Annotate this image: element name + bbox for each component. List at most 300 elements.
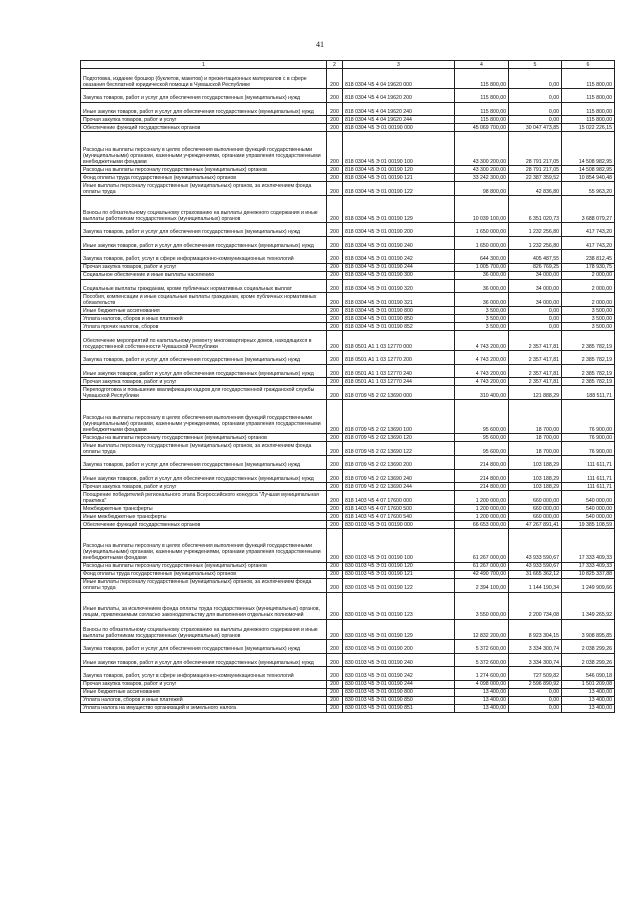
row-remaining-amount: 188 511,71 — [562, 386, 615, 400]
row-executed-amount: 0,00 — [509, 69, 562, 89]
row-budget-code: 830 0103 Ч5 Э 01 00190 121 — [343, 570, 455, 578]
row-budget-code: 818 0304 Ч5 Э 01 00190 244 — [343, 263, 455, 271]
row-executed-amount: 42 836,80 — [509, 182, 562, 196]
row-remaining-amount: 2 385 782,19 — [562, 351, 615, 365]
row-remaining-amount: 76 900,00 — [562, 400, 615, 434]
row-line-code: 200 — [327, 521, 343, 529]
row-remaining-amount: 2 385 782,19 — [562, 378, 615, 386]
row-approved-amount: 10 039 100,00 — [455, 196, 509, 223]
row-remaining-amount: 2 038 299,26 — [562, 640, 615, 654]
row-budget-code: 818 0304 Ч5 Э 01 00190 850 — [343, 315, 455, 323]
row-budget-code: 818 0501 А1 1 03 12770 200 — [343, 351, 455, 365]
row-description: Иные выплаты персоналу государственных (муниципальных) органов, за исключением фонда оплаты труда — [81, 578, 327, 592]
row-line-code: 200 — [327, 236, 343, 250]
row-remaining-amount: 10 854 940,48 — [562, 174, 615, 182]
table-row — [81, 469, 615, 483]
column-header: 1 — [81, 61, 327, 69]
table-row — [81, 619, 615, 639]
row-executed-amount: 43 933 590,67 — [509, 562, 562, 570]
row-approved-amount: 12 832 200,00 — [455, 619, 509, 639]
row-line-code: 200 — [327, 578, 343, 592]
row-description: Уплата налогов, сборов и иных платежей — [81, 315, 327, 323]
row-executed-amount: 0,00 — [509, 102, 562, 116]
row-executed-amount: 727 509,82 — [509, 667, 562, 681]
row-description: Расходы на выплаты персоналу в целях обеспечения выполнения функций государственными (муниципальными) органами, казенными учреждениями, органами управления государственными внебюджетными фондами — [81, 400, 327, 434]
row-description: Иные бюджетные ассигнования — [81, 307, 327, 315]
row-executed-amount: 103 188,29 — [509, 469, 562, 483]
row-remaining-amount: 238 812,45 — [562, 250, 615, 264]
table-row — [81, 263, 615, 271]
row-budget-code: 818 0304 Ч5 Э 01 00190 122 — [343, 182, 455, 196]
table-row — [81, 434, 615, 442]
row-approved-amount: 61 267 000,00 — [455, 562, 509, 570]
row-description: Прочая закупка товаров, работ и услуг — [81, 483, 327, 491]
row-description: Закупка товаров, работ и услуг для обеспечения государственных (муниципальных) нужд — [81, 223, 327, 237]
row-budget-code: 818 0304 Ч5 Э 01 00190 120 — [343, 166, 455, 174]
row-remaining-amount: 3 908 895,85 — [562, 619, 615, 639]
row-approved-amount: 61 267 000,00 — [455, 529, 509, 563]
table-row — [81, 562, 615, 570]
row-executed-amount: 22 387 359,52 — [509, 174, 562, 182]
row-description: Иные закупки товаров, работ и услуг для обеспечения государственных (муниципальных) нужд — [81, 653, 327, 667]
table-row — [81, 351, 615, 365]
row-executed-amount: 2 357 417,81 — [509, 364, 562, 378]
row-executed-amount: 2 596 890,92 — [509, 680, 562, 688]
row-budget-code: 818 0304 Ч5 Э 01 00190 852 — [343, 323, 455, 331]
row-executed-amount: 3 334 300,74 — [509, 640, 562, 654]
row-budget-code: 818 0304 Ч5 4 04 19620 200 — [343, 89, 455, 103]
row-remaining-amount: 17 333 409,33 — [562, 529, 615, 563]
row-remaining-amount: 2 000,00 — [562, 279, 615, 293]
row-approved-amount: 115 800,00 — [455, 116, 509, 124]
table-row — [81, 570, 615, 578]
row-remaining-amount: 1 349 265,92 — [562, 592, 615, 619]
row-remaining-amount: 13 400,00 — [562, 688, 615, 696]
row-description: Иные выплаты персоналу государственных (муниципальных) органов, за исключением фонда оплаты труда — [81, 442, 327, 456]
row-executed-amount: 34 000,00 — [509, 293, 562, 307]
row-description: Обеспечение функций государственных органов — [81, 124, 327, 132]
row-executed-amount: 660 000,00 — [509, 505, 562, 513]
row-line-code: 200 — [327, 323, 343, 331]
row-budget-code: 818 0304 Ч5 Э 01 00190 321 — [343, 293, 455, 307]
row-description: Фонд оплаты труда государственных (муниципальных) органов — [81, 174, 327, 182]
row-remaining-amount: 1 501 209,08 — [562, 680, 615, 688]
row-remaining-amount: 1 249 909,66 — [562, 578, 615, 592]
row-line-code: 200 — [327, 483, 343, 491]
row-budget-code: 818 0709 Ч5 2 02 13690 000 — [343, 386, 455, 400]
row-description: Социальные выплаты гражданам, кроме публичных нормативных социальных выплат — [81, 279, 327, 293]
row-executed-amount: 31 665 362,12 — [509, 570, 562, 578]
row-budget-code: 818 0709 Ч5 2 02 13690 240 — [343, 469, 455, 483]
row-budget-code: 818 1403 Ч5 4 07 17600 000 — [343, 491, 455, 505]
row-executed-amount: 2 200 734,08 — [509, 592, 562, 619]
row-executed-amount: 121 888,29 — [509, 386, 562, 400]
row-line-code: 200 — [327, 442, 343, 456]
row-remaining-amount: 115 800,00 — [562, 69, 615, 89]
row-approved-amount: 1 650 000,00 — [455, 223, 509, 237]
row-approved-amount: 4 743 200,00 — [455, 378, 509, 386]
row-remaining-amount: 540 000,00 — [562, 491, 615, 505]
table-row — [81, 688, 615, 696]
row-line-code: 200 — [327, 166, 343, 174]
row-approved-amount: 66 653 000,00 — [455, 521, 509, 529]
row-description: Обеспечение функций государственных органов — [81, 521, 327, 529]
table-row — [81, 323, 615, 331]
row-remaining-amount: 546 090,18 — [562, 667, 615, 681]
row-approved-amount: 13 400,00 — [455, 688, 509, 696]
row-budget-code: 818 0304 Ч5 Э 01 00190 200 — [343, 223, 455, 237]
row-approved-amount: 115 800,00 — [455, 102, 509, 116]
row-approved-amount: 115 800,00 — [455, 89, 509, 103]
row-description: Иные закупки товаров, работ и услуг для обеспечения государственных (муниципальных) нужд — [81, 364, 327, 378]
table-row — [81, 196, 615, 223]
row-budget-code: 818 1403 Ч5 4 07 17600 500 — [343, 505, 455, 513]
row-description: Закупка товаров, работ и услуг для обеспечения государственных (муниципальных) нужд — [81, 89, 327, 103]
row-description: Прочая закупка товаров, работ и услуг — [81, 116, 327, 124]
row-executed-amount: 405 487,55 — [509, 250, 562, 264]
row-budget-code: 830 0103 Ч5 Э 01 00190 240 — [343, 653, 455, 667]
row-line-code: 200 — [327, 89, 343, 103]
column-header: 4 — [455, 61, 509, 69]
row-approved-amount: 95 600,00 — [455, 442, 509, 456]
row-line-code: 200 — [327, 529, 343, 563]
row-executed-amount: 1 232 256,80 — [509, 223, 562, 237]
row-remaining-amount: 115 800,00 — [562, 89, 615, 103]
row-budget-code: 818 0709 Ч5 2 02 13690 100 — [343, 400, 455, 434]
row-approved-amount: 1 274 600,00 — [455, 667, 509, 681]
row-remaining-amount: 2 038 299,26 — [562, 653, 615, 667]
row-line-code: 200 — [327, 250, 343, 264]
table-row — [81, 667, 615, 681]
row-remaining-amount: 14 508 982,95 — [562, 132, 615, 166]
row-remaining-amount: 76 900,00 — [562, 442, 615, 456]
table-row — [81, 513, 615, 521]
table-row — [81, 400, 615, 434]
row-description: Расходы на выплаты персоналу в целях обеспечения выполнения функций государственными (муниципальными) органами, казенными учреждениями, органами управления государственными внебюджетными фондами — [81, 529, 327, 563]
row-executed-amount: 0,00 — [509, 696, 562, 704]
row-budget-code: 830 0103 Ч5 Э 01 00190 851 — [343, 704, 455, 712]
row-approved-amount: 13 400,00 — [455, 696, 509, 704]
row-budget-code: 818 0709 Ч5 2 02 13690 200 — [343, 456, 455, 470]
row-approved-amount: 1 200 000,00 — [455, 491, 509, 505]
row-executed-amount: 18 700,00 — [509, 400, 562, 434]
row-executed-amount: 103 188,29 — [509, 456, 562, 470]
table-row — [81, 293, 615, 307]
row-remaining-amount: 3 500,00 — [562, 323, 615, 331]
row-line-code: 200 — [327, 279, 343, 293]
row-description: Прочая закупка товаров, работ и услуг — [81, 378, 327, 386]
row-executed-amount: 0,00 — [509, 688, 562, 696]
row-budget-code: 830 0103 Ч5 Э 01 00190 850 — [343, 696, 455, 704]
row-executed-amount: 660 000,00 — [509, 513, 562, 521]
table-row — [81, 592, 615, 619]
row-budget-code: 830 0103 Ч5 Э 01 00190 200 — [343, 640, 455, 654]
row-description: Взносы по обязательному социальному страхованию на выплаты денежного содержания и иные выплаты работникам государственных (муниципальных) органов — [81, 196, 327, 223]
row-line-code: 200 — [327, 174, 343, 182]
table-row — [81, 505, 615, 513]
row-remaining-amount: 2 385 782,19 — [562, 331, 615, 351]
row-remaining-amount: 14 508 982,95 — [562, 166, 615, 174]
row-approved-amount: 644 300,00 — [455, 250, 509, 264]
row-remaining-amount: 178 930,75 — [562, 263, 615, 271]
table-row — [81, 442, 615, 456]
row-budget-code: 830 0103 Ч5 Э 01 00190 100 — [343, 529, 455, 563]
row-budget-code: 830 0103 Ч5 Э 01 00190 242 — [343, 667, 455, 681]
row-approved-amount: 4 743 200,00 — [455, 364, 509, 378]
row-approved-amount: 95 600,00 — [455, 434, 509, 442]
row-description: Иные закупки товаров, работ и услуг для обеспечения государственных (муниципальных) нужд — [81, 469, 327, 483]
row-remaining-amount: 115 800,00 — [562, 102, 615, 116]
row-executed-amount: 0,00 — [509, 116, 562, 124]
row-executed-amount: 43 933 590,67 — [509, 529, 562, 563]
row-remaining-amount: 3 500,00 — [562, 307, 615, 315]
column-header: 3 — [343, 61, 455, 69]
row-line-code: 200 — [327, 680, 343, 688]
row-approved-amount: 36 000,00 — [455, 271, 509, 279]
row-budget-code: 830 0103 Ч5 Э 01 00190 123 — [343, 592, 455, 619]
row-line-code: 200 — [327, 491, 343, 505]
page-number: 41 — [316, 40, 324, 49]
table-row — [81, 307, 615, 315]
row-approved-amount: 43 300 200,00 — [455, 166, 509, 174]
row-remaining-amount: 76 900,00 — [562, 434, 615, 442]
row-description: Расходы на выплаты персоналу государственных (муниципальных) органов — [81, 166, 327, 174]
table-row — [81, 529, 615, 563]
row-line-code: 200 — [327, 570, 343, 578]
row-executed-amount: 28 791 217,05 — [509, 132, 562, 166]
row-remaining-amount: 13 400,00 — [562, 704, 615, 712]
row-remaining-amount: 19 385 108,59 — [562, 521, 615, 529]
row-remaining-amount: 3 688 079,27 — [562, 196, 615, 223]
table-row — [81, 483, 615, 491]
row-approved-amount: 3 550 000,00 — [455, 592, 509, 619]
row-approved-amount: 310 400,00 — [455, 386, 509, 400]
row-remaining-amount: 15 022 226,15 — [562, 124, 615, 132]
row-line-code: 200 — [327, 505, 343, 513]
row-approved-amount: 4 098 000,00 — [455, 680, 509, 688]
row-budget-code: 830 0103 Ч5 Э 01 00190 800 — [343, 688, 455, 696]
row-executed-amount: 826 769,25 — [509, 263, 562, 271]
row-description: Закупка товаров, работ и услуг для обеспечения государственных (муниципальных) нужд — [81, 351, 327, 365]
table-row — [81, 378, 615, 386]
row-description: Подготовка, издание брошюр (буклетов, макетов) и презентационных материалов с в сфере оказания бесплатной юридической помощи в Чувашской Республике — [81, 69, 327, 89]
row-description: Уплата налога на имущество организаций и земельного налога — [81, 704, 327, 712]
row-budget-code: 830 0103 Ч5 Э 01 00190 129 — [343, 619, 455, 639]
table-row — [81, 578, 615, 592]
row-remaining-amount: 2 385 782,19 — [562, 364, 615, 378]
row-remaining-amount: 111 611,71 — [562, 456, 615, 470]
row-description: Переподготовка и повышение квалификации кадров для государственной гражданской службы Чувашской Республики — [81, 386, 327, 400]
row-description: Пособия, компенсации и иные социальные выплаты гражданам, кроме публичных нормативных обязательств — [81, 293, 327, 307]
row-line-code: 200 — [327, 513, 343, 521]
table-row — [81, 223, 615, 237]
row-description: Иные бюджетные ассигнования — [81, 688, 327, 696]
row-executed-amount: 6 351 020,73 — [509, 196, 562, 223]
row-budget-code: 818 0304 Ч5 4 04 19620 244 — [343, 116, 455, 124]
row-approved-amount: 3 500,00 — [455, 323, 509, 331]
row-executed-amount: 0,00 — [509, 315, 562, 323]
row-budget-code: 818 0304 Ч5 4 04 19620 000 — [343, 69, 455, 89]
row-approved-amount: 3 500,00 — [455, 307, 509, 315]
row-remaining-amount: 13 400,00 — [562, 696, 615, 704]
row-executed-amount: 2 357 417,81 — [509, 351, 562, 365]
row-description: Взносы по обязательному социальному страхованию на выплаты денежного содержания и иные выплаты работникам государственных (муниципальных) органов — [81, 619, 327, 639]
row-budget-code: 818 0709 Ч5 2 02 13690 120 — [343, 434, 455, 442]
table-row — [81, 166, 615, 174]
row-approved-amount: 98 800,00 — [455, 182, 509, 196]
row-line-code: 200 — [327, 271, 343, 279]
row-line-code: 200 — [327, 592, 343, 619]
row-remaining-amount: 540 000,00 — [562, 505, 615, 513]
row-description: Фонд оплаты труда государственных (муниципальных) органов — [81, 570, 327, 578]
row-remaining-amount: 540 000,00 — [562, 513, 615, 521]
row-description: Иные закупки товаров, работ и услуг для обеспечения государственных (муниципальных) нужд — [81, 236, 327, 250]
row-approved-amount: 4 743 200,00 — [455, 351, 509, 365]
row-line-code: 200 — [327, 116, 343, 124]
row-line-code: 200 — [327, 696, 343, 704]
row-approved-amount: 95 600,00 — [455, 400, 509, 434]
row-approved-amount: 214 800,00 — [455, 469, 509, 483]
row-budget-code: 818 0501 А1 1 03 12770 244 — [343, 378, 455, 386]
row-budget-code: 818 0304 Ч5 Э 01 00190 240 — [343, 236, 455, 250]
row-remaining-amount: 10 825 337,88 — [562, 570, 615, 578]
row-remaining-amount: 111 611,71 — [562, 483, 615, 491]
row-budget-code: 818 0304 Ч5 Э 01 00190 320 — [343, 279, 455, 293]
row-remaining-amount: 2 000,00 — [562, 271, 615, 279]
row-budget-code: 818 1403 Ч5 4 07 17600 540 — [343, 513, 455, 521]
row-remaining-amount: 55 963,20 — [562, 182, 615, 196]
row-executed-amount: 8 923 304,15 — [509, 619, 562, 639]
row-description: Иные межбюджетные трансферты — [81, 513, 327, 521]
row-line-code: 200 — [327, 653, 343, 667]
row-executed-amount: 18 700,00 — [509, 442, 562, 456]
row-line-code: 200 — [327, 562, 343, 570]
row-description: Расходы на выплаты персоналу государственных (муниципальных) органов — [81, 562, 327, 570]
row-description: Социальное обеспечение и иные выплаты населению — [81, 271, 327, 279]
row-approved-amount: 42 490 700,00 — [455, 570, 509, 578]
column-header: 2 — [327, 61, 343, 69]
row-line-code: 200 — [327, 456, 343, 470]
row-remaining-amount: 2 000,00 — [562, 293, 615, 307]
table-row — [81, 696, 615, 704]
row-description: Расходы на выплаты персоналу государственных (муниципальных) органов — [81, 434, 327, 442]
row-budget-code: 818 0709 Ч5 2 02 13690 122 — [343, 442, 455, 456]
row-approved-amount: 3 500,00 — [455, 315, 509, 323]
row-executed-amount: 0,00 — [509, 307, 562, 315]
row-description: Межбюджетные трансферты — [81, 505, 327, 513]
row-budget-code: 830 0103 Ч5 Э 01 00190 000 — [343, 521, 455, 529]
row-approved-amount: 5 372 600,00 — [455, 653, 509, 667]
table-row — [81, 491, 615, 505]
row-executed-amount: 34 000,00 — [509, 279, 562, 293]
table-row — [81, 653, 615, 667]
row-remaining-amount: 17 333 409,33 — [562, 562, 615, 570]
row-executed-amount: 18 700,00 — [509, 434, 562, 442]
table-row — [81, 521, 615, 529]
row-line-code: 200 — [327, 196, 343, 223]
row-executed-amount: 2 357 417,81 — [509, 331, 562, 351]
row-executed-amount: 660 000,00 — [509, 491, 562, 505]
column-header: 5 — [509, 61, 562, 69]
row-budget-code: 818 0304 Ч5 Э 01 00190 300 — [343, 271, 455, 279]
row-description: Прочая закупка товаров, работ и услуг — [81, 680, 327, 688]
row-budget-code: 818 0304 Ч5 Э 01 00190 000 — [343, 124, 455, 132]
row-executed-amount: 103 188,29 — [509, 483, 562, 491]
row-approved-amount: 4 743 200,00 — [455, 331, 509, 351]
row-approved-amount: 43 300 200,00 — [455, 132, 509, 166]
row-approved-amount: 1 200 000,00 — [455, 505, 509, 513]
row-approved-amount: 115 800,00 — [455, 69, 509, 89]
row-approved-amount: 1 005 700,00 — [455, 263, 509, 271]
table-header-row — [81, 61, 615, 69]
row-budget-code: 818 0501 А1 1 03 12770 000 — [343, 331, 455, 351]
row-executed-amount: 30 047 473,85 — [509, 124, 562, 132]
row-description: Уплата прочих налогов, сборов — [81, 323, 327, 331]
row-budget-code: 818 0501 А1 1 03 12770 240 — [343, 364, 455, 378]
table-row — [81, 271, 615, 279]
row-budget-code: 818 0709 Ч5 2 02 13690 244 — [343, 483, 455, 491]
row-description: Закупка товаров, работ и услуг для обеспечения государственных (муниципальных) нужд — [81, 456, 327, 470]
table-row — [81, 704, 615, 712]
row-executed-amount: 0,00 — [509, 89, 562, 103]
row-approved-amount: 1 650 000,00 — [455, 236, 509, 250]
row-budget-code: 830 0103 Ч5 Э 01 00190 120 — [343, 562, 455, 570]
row-approved-amount: 214 800,00 — [455, 456, 509, 470]
row-description: Расходы на выплаты персоналу в целях обеспечения выполнения функций государственными (муниципальными) органами, казенными учреждениями, органами управления государственными внебюджетными фондами — [81, 132, 327, 166]
table-row — [81, 236, 615, 250]
row-description: Прочая закупка товаров, работ и услуг — [81, 263, 327, 271]
row-executed-amount: 3 334 300,74 — [509, 653, 562, 667]
row-executed-amount: 1 232 256,80 — [509, 236, 562, 250]
row-line-code: 200 — [327, 69, 343, 89]
row-executed-amount: 34 000,00 — [509, 271, 562, 279]
column-header: 6 — [562, 61, 615, 69]
row-line-code: 200 — [327, 307, 343, 315]
table-body — [81, 69, 615, 713]
row-line-code: 200 — [327, 704, 343, 712]
table-row — [81, 315, 615, 323]
row-budget-code: 818 0304 Ч5 Э 01 00190 100 — [343, 132, 455, 166]
table-row — [81, 640, 615, 654]
row-budget-code: 818 0304 Ч5 Э 01 00190 800 — [343, 307, 455, 315]
row-line-code: 200 — [327, 102, 343, 116]
table-row — [81, 680, 615, 688]
table-row — [81, 250, 615, 264]
row-line-code: 200 — [327, 293, 343, 307]
row-budget-code: 830 0103 Ч5 Э 01 00190 122 — [343, 578, 455, 592]
row-budget-code: 830 0103 Ч5 Э 01 00190 244 — [343, 680, 455, 688]
table-row — [81, 132, 615, 166]
table-row — [81, 279, 615, 293]
row-line-code: 200 — [327, 378, 343, 386]
row-remaining-amount: 417 743,20 — [562, 236, 615, 250]
row-line-code: 200 — [327, 688, 343, 696]
row-approved-amount: 214 800,00 — [455, 483, 509, 491]
row-line-code: 200 — [327, 223, 343, 237]
table-row — [81, 364, 615, 378]
row-line-code: 200 — [327, 667, 343, 681]
row-line-code: 200 — [327, 132, 343, 166]
row-approved-amount: 1 200 000,00 — [455, 513, 509, 521]
row-description: Обеспечение мероприятий по капитальному ремонту многоквартирных домов, находящихся в государственной собственности Чувашской Республики — [81, 331, 327, 351]
row-remaining-amount: 417 743,20 — [562, 223, 615, 237]
row-line-code: 200 — [327, 386, 343, 400]
row-executed-amount: 0,00 — [509, 323, 562, 331]
table-row — [81, 182, 615, 196]
row-budget-code: 818 0304 Ч5 Э 01 00190 129 — [343, 196, 455, 223]
row-line-code: 200 — [327, 434, 343, 442]
row-executed-amount: 0,00 — [509, 704, 562, 712]
